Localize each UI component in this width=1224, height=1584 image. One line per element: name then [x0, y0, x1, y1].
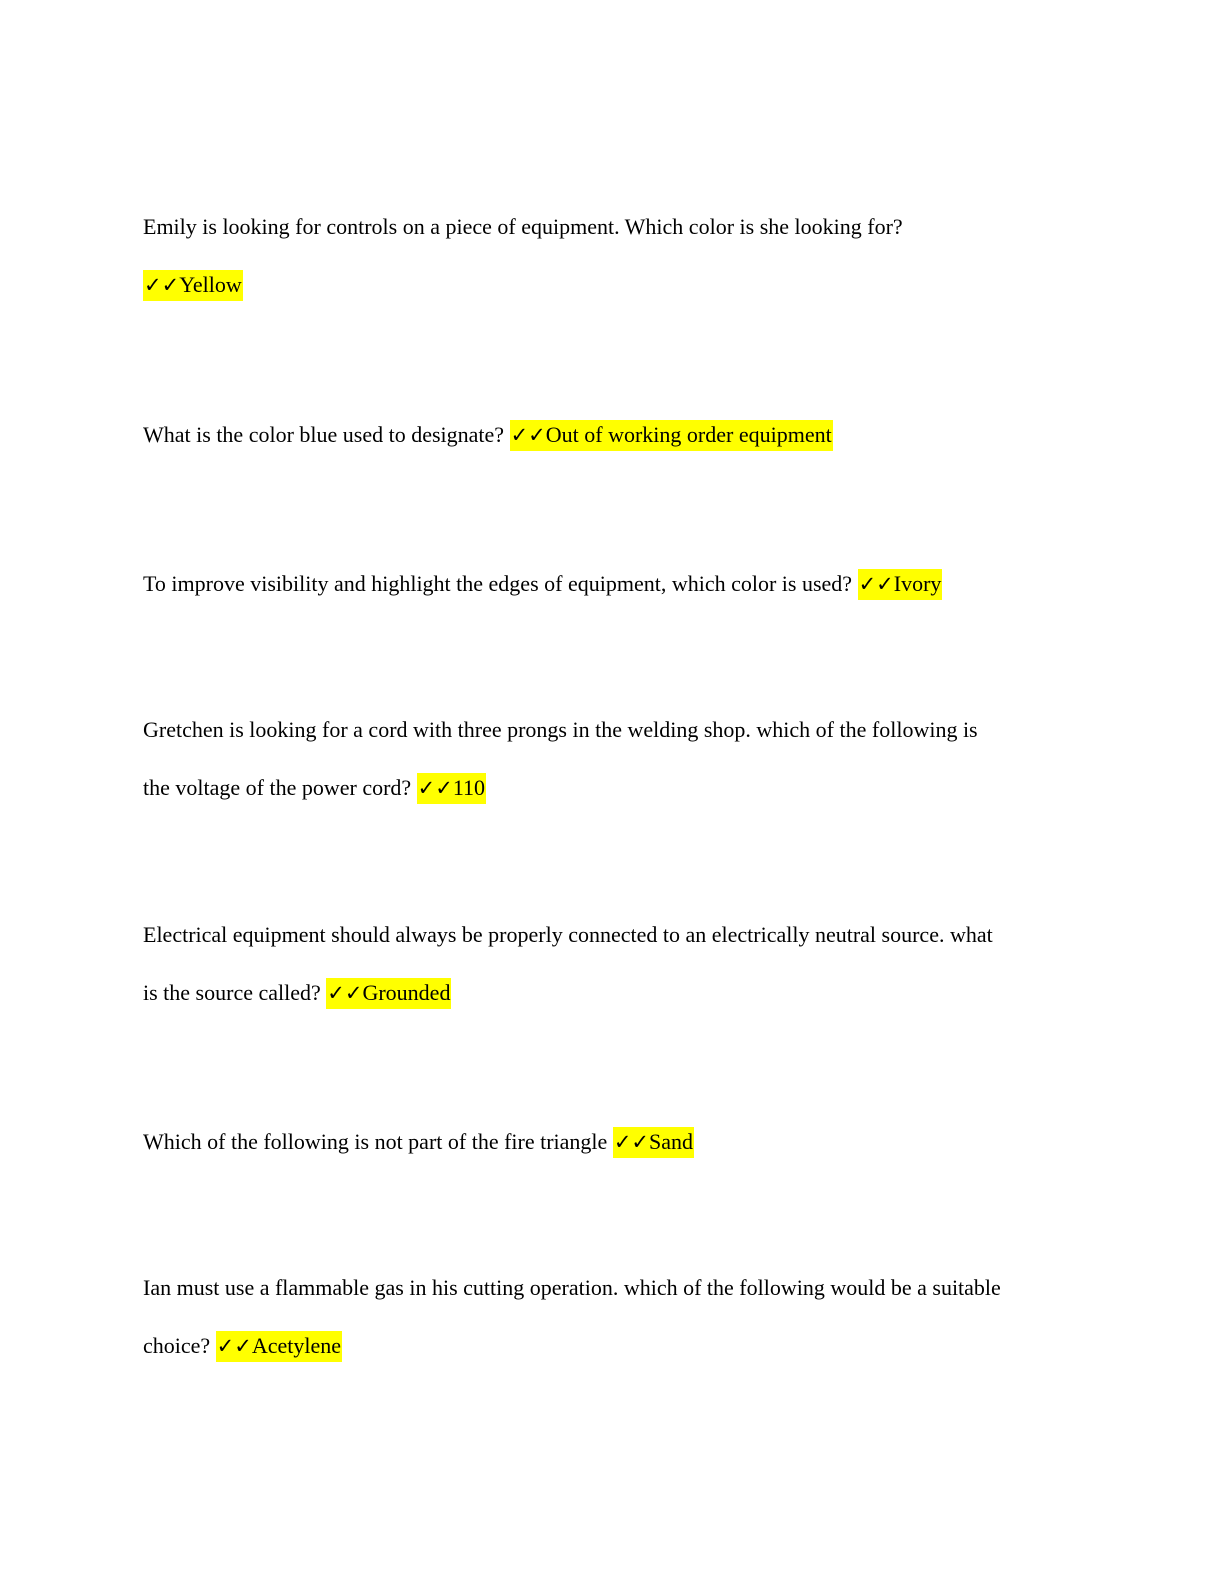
question-text: the voltage of the power cord? — [143, 775, 417, 800]
question-item — [143, 1113, 1083, 1171]
question-item — [143, 555, 1083, 613]
answer-text: 110 — [452, 775, 486, 800]
question-item — [143, 701, 1083, 817]
answer-highlight — [216, 1331, 342, 1362]
question-item — [143, 1259, 1083, 1375]
question-text: Ian must use a flammable gas in his cutting operation. which of the following would be a suitable — [143, 1275, 1001, 1300]
answer-highlight — [143, 270, 243, 301]
question-text: To improve visibility and highlight the edges of equipment, which color is used? — [143, 571, 858, 596]
question-line — [143, 406, 1083, 464]
answer-highlight — [613, 1127, 694, 1158]
question-text: What is the color blue used to designate? — [143, 422, 510, 447]
answer-highlight — [510, 420, 833, 451]
answer-text: Out of working order equipment — [545, 422, 832, 447]
check-icon: ✓✓ — [144, 273, 180, 297]
question-text: Electrical equipment should always be properly connected to an electrically neutral source. what — [143, 922, 993, 947]
question-line — [143, 964, 1083, 1022]
question-line — [143, 1113, 1083, 1171]
answer-line — [143, 256, 1083, 314]
question-line — [143, 555, 1083, 613]
check-icon: ✓✓ — [417, 776, 453, 800]
answer-text: Sand — [649, 1129, 694, 1154]
check-icon: ✓✓ — [327, 981, 363, 1005]
question-line — [143, 1317, 1083, 1375]
question-text: Emily is looking for controls on a piece of equipment. Which color is she looking for? — [143, 214, 903, 239]
question-item — [143, 198, 1083, 314]
question-text: Gretchen is looking for a cord with three prongs in the welding shop. which of the following is — [143, 717, 978, 742]
question-text: is the source called? — [143, 980, 327, 1005]
answer-text: Acetylene — [251, 1333, 342, 1358]
question-text: choice? — [143, 1333, 216, 1358]
check-icon: ✓✓ — [216, 1334, 252, 1358]
check-icon: ✓✓ — [858, 572, 894, 596]
check-icon: ✓✓ — [613, 1130, 650, 1154]
question-text: Which of the following is not part of the fire triangle — [143, 1129, 613, 1154]
answer-highlight — [326, 978, 451, 1009]
answer-text: Grounded — [362, 980, 451, 1005]
check-icon: ✓✓ — [510, 423, 546, 447]
question-line — [143, 759, 1083, 817]
answer-text: Ivory — [893, 571, 942, 596]
answer-highlight — [417, 773, 486, 804]
question-item — [143, 406, 1083, 464]
answer-highlight — [858, 569, 943, 600]
question-item — [143, 906, 1083, 1022]
answer-text: Yellow — [179, 272, 242, 297]
